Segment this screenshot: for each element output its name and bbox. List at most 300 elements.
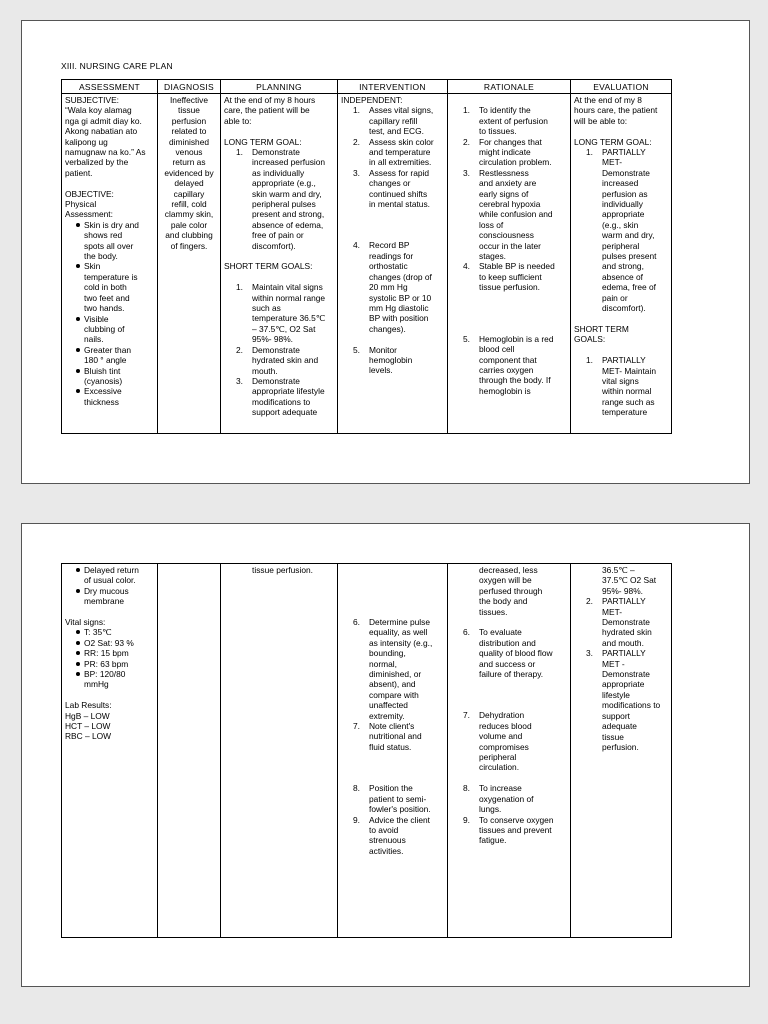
text-line: might indicate — [479, 147, 531, 158]
bullet-icon — [76, 348, 80, 352]
diagnosis-text — [161, 95, 217, 251]
text-line: fatigue. — [479, 835, 507, 846]
text-line: oxygenation of — [479, 793, 534, 804]
text-line: tissue — [602, 731, 624, 742]
assessment-bullet-list — [65, 565, 154, 607]
text-line: BP with position — [369, 313, 429, 324]
numbered-item — [451, 334, 567, 396]
bullet-item — [65, 669, 154, 690]
independent-label: INDEPENDENT: — [341, 95, 403, 105]
item-number: 9. — [353, 814, 360, 825]
table-row — [62, 94, 672, 434]
bullet-icon — [76, 317, 80, 321]
bullet-item — [65, 659, 154, 669]
text-line: circulation. — [479, 762, 520, 773]
bullet-icon — [76, 630, 80, 634]
text-line: through the body. If — [479, 375, 551, 386]
text-line: Position the — [369, 783, 413, 794]
bullet-icon — [76, 223, 80, 227]
numbered-item — [341, 815, 444, 857]
evaluation-cell — [571, 94, 672, 434]
numbered-item — [451, 137, 567, 168]
text-line: RBC – LOW — [65, 731, 112, 742]
subjective-text — [65, 105, 154, 178]
text-line: Demonstrate — [602, 669, 650, 680]
text-line: failure of therapy. — [479, 669, 544, 680]
text-line: perfusion as — [602, 188, 648, 199]
evaluation-stg-label — [574, 324, 668, 345]
text-line: Demonstrate — [602, 617, 650, 628]
text-line: Hemoglobin is a red — [479, 333, 554, 344]
objective-label: OBJECTIVE: — [65, 188, 114, 199]
text-line: O2 Sat: 93 % — [84, 637, 134, 648]
text-line: To increase — [479, 783, 522, 794]
text-line: range such as — [602, 396, 655, 407]
text-line: MET - — [602, 658, 625, 669]
text-line: Greater than — [84, 344, 132, 355]
vital-signs-list — [65, 627, 154, 689]
evaluation-continued-text — [574, 565, 668, 596]
planning-intro — [224, 95, 334, 126]
document-page-1 — [21, 20, 750, 484]
short-term-goals-label: SHORT TERM GOALS: — [224, 261, 313, 272]
header-assessment: ASSESSMENT — [62, 80, 158, 94]
long-term-goal-list — [224, 147, 334, 251]
text-line: Determine pulse — [369, 617, 430, 627]
text-line: clubbing of — [84, 323, 125, 334]
intervention-list-a — [341, 105, 444, 209]
text-line: For changes that — [479, 136, 542, 147]
text-line: stages. — [479, 251, 507, 262]
text-line: to tissues. — [479, 126, 517, 137]
text-line: appropriate — [602, 679, 645, 690]
text-line: appropriate (e.g., — [252, 178, 316, 189]
table-row — [62, 564, 672, 938]
diagnosis-cell — [158, 564, 221, 938]
text-line: refill, cold — [171, 199, 207, 210]
lab-results-list — [65, 711, 154, 742]
item-number: 1. — [236, 147, 243, 158]
text-line: discomfort). — [252, 240, 296, 251]
text-line: and anxiety are — [479, 178, 537, 189]
text-line: equality, as well — [369, 627, 428, 638]
text-line: within normal — [602, 386, 652, 397]
text-line: systolic BP or 10 — [369, 292, 432, 303]
planning-continued-text — [224, 565, 334, 575]
intervention-list-b — [341, 240, 444, 334]
item-number: 9. — [463, 814, 470, 825]
text-line: MET- Maintain — [602, 365, 656, 376]
text-line: appropriate lifestyle — [252, 386, 325, 397]
text-line: reduces blood — [479, 720, 532, 731]
text-line: diminished — [168, 136, 210, 147]
planning-cell — [221, 564, 338, 938]
lab-results-label: Lab Results: — [65, 700, 112, 711]
text-line: the body and — [479, 596, 528, 607]
item-number: 1. — [236, 282, 243, 293]
text-line: clammy skin, — [164, 209, 214, 220]
text-line: peripheral pulses — [252, 199, 316, 210]
text-line: GOALS: — [574, 334, 606, 345]
text-line: pale color — [170, 219, 208, 230]
text-line: Dry mucous — [84, 585, 129, 596]
text-line: compare with — [369, 689, 419, 700]
text-line: mouth. — [252, 365, 278, 376]
text-line: Stable BP is needed — [479, 261, 555, 272]
bullet-item — [65, 627, 154, 637]
text-line: PARTIALLY — [602, 596, 646, 607]
numbered-item — [341, 617, 444, 721]
text-line: related to — [171, 126, 207, 137]
text-line: peripheral — [602, 240, 640, 251]
text-line: tissue — [178, 105, 200, 116]
bullet-icon — [76, 651, 80, 655]
text-line: changes (drop of — [369, 271, 432, 282]
text-line: (e.g., skin — [602, 219, 639, 230]
text-line: compromises — [479, 741, 529, 752]
numbered-item — [224, 345, 334, 376]
text-line: able to: — [224, 115, 252, 126]
physical-assessment-label — [65, 199, 154, 220]
item-number: 1. — [586, 355, 593, 366]
item-number: 8. — [463, 783, 470, 794]
text-line: patient. — [65, 167, 93, 178]
header-evaluation: EVALUATION — [571, 80, 672, 94]
item-number: 1. — [586, 147, 593, 158]
text-line: MET- — [602, 606, 623, 617]
text-line: verbalized by the — [65, 157, 129, 168]
item-number: 7. — [463, 710, 470, 721]
text-line: care, the patient will be — [224, 105, 310, 116]
numbered-item — [341, 105, 444, 136]
text-line: carries oxygen — [479, 364, 534, 375]
text-line: nga gi admit diay ko. — [65, 115, 142, 126]
text-line: will be able to: — [574, 115, 628, 126]
text-line: Akong nabatian ato — [65, 126, 138, 137]
rationale-cell — [448, 564, 571, 938]
item-number: 8. — [353, 783, 360, 794]
text-line: thickness — [84, 396, 119, 407]
text-line: To conserve oxygen — [479, 814, 554, 825]
text-line: as intensity (e.g., — [369, 637, 433, 648]
text-line: Advice the client — [369, 814, 430, 825]
text-line: Demonstrate — [252, 147, 300, 158]
text-line: RR: 15 bpm — [84, 648, 129, 659]
bullet-item — [65, 345, 154, 366]
text-line: PR: 63 bpm — [84, 658, 129, 669]
rationale-list-a — [451, 105, 567, 292]
text-line: levels. — [369, 365, 393, 376]
text-line: two feet and — [84, 292, 130, 303]
text-line: and mouth. — [602, 637, 644, 648]
item-number: 7. — [353, 721, 360, 732]
text-line: shows red — [84, 230, 123, 241]
intervention-list-a — [341, 617, 444, 752]
numbered-item — [341, 721, 444, 752]
bullet-item — [65, 386, 154, 407]
text-line: modifications to — [252, 396, 311, 407]
assessment-cell — [62, 94, 158, 434]
document-page-2 — [21, 523, 750, 987]
numbered-item — [451, 815, 567, 846]
text-line: such as — [252, 303, 281, 314]
evaluation-ltg-label: LONG TERM GOAL: — [574, 136, 652, 147]
rationale-continued-text — [451, 565, 567, 617]
bullet-icon — [76, 662, 80, 666]
item-number: 2. — [236, 344, 243, 355]
numbered-item — [341, 345, 444, 376]
text-line: perfusion. — [602, 741, 639, 752]
text-line: Record BP — [369, 240, 410, 251]
text-line: absent), and — [369, 679, 416, 690]
diagnosis-cell — [158, 94, 221, 434]
text-line: support adequate — [252, 407, 318, 418]
numbered-item — [224, 376, 334, 418]
subjective-label: SUBJECTIVE: — [65, 95, 119, 105]
text-line: At the end of my 8 — [574, 95, 642, 105]
text-line: tissue perfusion. — [252, 565, 313, 575]
text-line: changes). — [369, 323, 406, 334]
text-line: of fingers. — [170, 240, 208, 251]
text-line: fowler's position. — [369, 804, 431, 815]
text-line: pain or — [602, 292, 628, 303]
header-rationale: RATIONALE — [448, 80, 571, 94]
rationale-list-a — [451, 627, 567, 679]
text-line: and clubbing — [165, 230, 213, 241]
text-line: 95%- 98%. — [602, 585, 643, 596]
text-line: increased perfusion — [252, 157, 326, 168]
text-line: readings for — [369, 250, 414, 261]
numbered-item — [451, 105, 567, 136]
header-planning: PLANNING — [221, 80, 338, 94]
text-line: 180 ° angle — [84, 355, 127, 366]
text-line: blood cell — [479, 344, 515, 355]
nursing-care-plan-table-continued — [61, 563, 672, 938]
text-line: strenuous — [369, 835, 406, 846]
bullet-icon — [76, 672, 80, 676]
text-line: Dehydration — [479, 710, 525, 721]
document-title: XIII. NURSING CARE PLAN — [61, 61, 173, 71]
text-line: PARTIALLY — [602, 147, 646, 158]
text-line: in all extremities. — [369, 157, 432, 168]
text-line: support — [602, 710, 630, 721]
text-line: T: 35℃ — [84, 627, 112, 638]
numbered-item — [224, 147, 334, 251]
text-line: decreased, less — [479, 565, 538, 575]
rationale-list-b — [451, 710, 567, 772]
text-line: the body. — [84, 251, 118, 262]
text-line: nutritional and — [369, 731, 422, 742]
text-line: temperature 36.5℃ — [252, 313, 326, 324]
item-number: 1. — [463, 105, 470, 116]
numbered-item — [451, 783, 567, 814]
text-line: to avoid — [369, 824, 399, 835]
text-line: free of pain or — [252, 230, 304, 241]
item-number: 3. — [463, 167, 470, 178]
text-line: hemoglobin — [369, 354, 413, 365]
text-line: At the end of my 8 hours — [224, 95, 316, 105]
text-line: capillary refill — [369, 115, 418, 126]
text-line: To evaluate — [479, 627, 522, 638]
text-line: Demonstrate — [252, 375, 300, 386]
text-line: To identify the — [479, 105, 531, 116]
text-line: cerebral hypoxia — [479, 199, 541, 210]
text-line: skin warm and dry, — [252, 188, 322, 199]
item-number: 2. — [586, 596, 593, 607]
text-line: to keep sufficient — [479, 271, 542, 282]
header-diagnosis: DIAGNOSIS — [158, 80, 221, 94]
text-line: adequate — [602, 721, 637, 732]
bullet-item — [65, 220, 154, 262]
item-number: 4. — [353, 240, 360, 251]
text-line: volume and — [479, 731, 523, 742]
text-line: lifestyle — [602, 689, 630, 700]
numbered-item — [341, 137, 444, 168]
text-line: nails. — [84, 334, 104, 345]
text-line: venous — [175, 147, 203, 158]
numbered-item — [574, 355, 668, 417]
text-line: appropriate — [602, 209, 645, 220]
text-line: Assess skin color — [369, 136, 434, 147]
text-line: component that — [479, 354, 537, 365]
item-number: 5. — [353, 344, 360, 355]
bullet-icon — [76, 589, 80, 593]
table-header-row — [62, 80, 672, 94]
text-line: Assess for rapid — [369, 167, 430, 178]
text-line: 36.5℃ – — [602, 565, 635, 575]
text-line: normal, — [369, 658, 397, 669]
item-number: 3. — [236, 375, 243, 386]
text-line: Excessive — [84, 386, 122, 397]
item-number: 6. — [463, 627, 470, 638]
text-line: namugnaw na ko.” As — [65, 147, 146, 158]
bullet-icon — [76, 389, 80, 393]
text-line: Note client's — [369, 721, 415, 732]
text-line: mmHg — [84, 679, 109, 690]
text-line: spots all over — [84, 240, 134, 251]
text-line: Demonstrate — [252, 344, 300, 355]
evaluation-cell — [571, 564, 672, 938]
text-line: oxygen will be — [479, 575, 532, 586]
text-line: Demonstrate — [602, 167, 650, 178]
text-line: within normal range — [252, 292, 326, 303]
text-line: Skin — [84, 261, 101, 272]
text-line: hydrated skin — [602, 627, 652, 638]
intervention-list-b — [341, 783, 444, 856]
text-line: as individually — [252, 167, 305, 178]
text-line: fluid status. — [369, 741, 412, 752]
text-line: modifications to — [602, 700, 661, 711]
text-line: orthostatic — [369, 261, 408, 272]
text-line: occur in the later — [479, 240, 541, 251]
intervention-list-c — [341, 345, 444, 376]
bullet-item — [65, 565, 154, 586]
item-number: 6. — [353, 617, 360, 627]
text-line: cold in both — [84, 282, 127, 293]
item-number: 3. — [586, 648, 593, 659]
text-line: PARTIALLY — [602, 355, 646, 366]
text-line: lungs. — [479, 804, 502, 815]
text-line: Assessment: — [65, 209, 113, 220]
rationale-list-b — [451, 334, 567, 396]
evaluation-intro — [574, 95, 668, 126]
bullet-item — [65, 638, 154, 648]
numbered-item — [341, 240, 444, 334]
text-line: test, and ECG. — [369, 126, 424, 137]
rationale-list-c — [451, 783, 567, 845]
text-line: “Wala koy alamag — [65, 105, 132, 116]
text-line: (cyanosis) — [84, 375, 123, 386]
text-line: hemoglobin is — [479, 385, 531, 396]
item-number: 2. — [463, 136, 470, 147]
text-line: hours care, the patient — [574, 105, 658, 116]
text-line: vital signs — [602, 375, 639, 386]
text-line: PARTIALLY — [602, 648, 646, 659]
nursing-care-plan-table — [61, 79, 672, 434]
text-line: Ineffective — [169, 95, 209, 105]
assessment-cell — [62, 564, 158, 938]
text-line: Skin is dry and — [84, 219, 139, 230]
text-line: absence of — [602, 271, 643, 282]
text-line: perfusion — [171, 115, 207, 126]
text-line: edema, free of — [602, 282, 657, 293]
intervention-cell — [338, 94, 448, 434]
text-line: Delayed return — [84, 565, 139, 575]
bullet-item — [65, 586, 154, 607]
text-line: HgB – LOW — [65, 710, 110, 721]
text-line: BP: 120/80 — [84, 669, 126, 680]
text-line: pulses present — [602, 251, 657, 262]
text-line: capillary — [173, 188, 205, 199]
text-line: tissues and prevent — [479, 824, 552, 835]
text-line: hydrated skin and — [252, 355, 319, 366]
text-line: continued shifts — [369, 188, 428, 199]
text-line: two hands. — [84, 303, 125, 314]
text-line: peripheral — [479, 752, 517, 763]
text-line: consciousness — [479, 230, 534, 241]
text-line: Visible — [84, 313, 109, 324]
text-line: of usual color. — [84, 575, 136, 586]
text-line: Maintain vital signs — [252, 282, 323, 293]
vital-signs-label: Vital signs: — [65, 617, 106, 628]
text-line: diminished, or — [369, 669, 422, 680]
text-line: Asses vital signs, — [369, 105, 434, 116]
text-line: delayed — [174, 178, 204, 189]
text-line: 37.5℃ O2 Sat — [602, 575, 657, 586]
text-line: discomfort). — [602, 303, 646, 314]
text-line: tissue perfusion. — [479, 282, 540, 293]
text-line: early signs of — [479, 188, 529, 199]
text-line: temperature is — [84, 271, 138, 282]
text-line: SHORT TERM — [574, 323, 629, 334]
item-number: 3. — [353, 167, 360, 178]
long-term-goal-label: LONG TERM GOAL: — [224, 136, 302, 147]
numbered-item — [451, 627, 567, 679]
text-line: changes or — [369, 178, 411, 189]
bullet-icon — [76, 568, 80, 572]
text-line: absence of edema, — [252, 219, 324, 230]
text-line: increased — [602, 178, 639, 189]
text-line: perfused through — [479, 585, 543, 596]
numbered-item — [451, 710, 567, 772]
text-line: circulation problem. — [479, 157, 552, 168]
text-line: distribution and — [479, 637, 536, 648]
text-line: Bluish tint — [84, 365, 121, 376]
text-line: while confusion and — [479, 209, 553, 220]
text-line: in mental status. — [369, 199, 430, 210]
text-line: HCT – LOW — [65, 721, 111, 732]
header-intervention: INTERVENTION — [338, 80, 448, 94]
